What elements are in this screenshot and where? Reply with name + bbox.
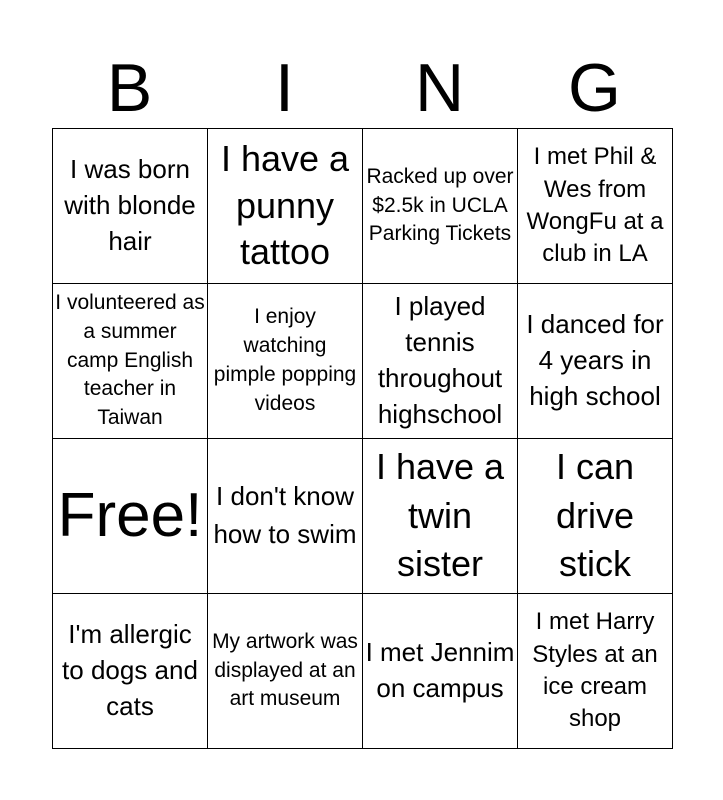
bingo-card-grid	[52, 128, 672, 748]
bingo-cell[interactable]	[517, 593, 673, 749]
cell-text: My artwork was displayed at an art museum	[212, 629, 358, 711]
bingo-cell[interactable]	[52, 128, 208, 284]
cell-text: I volunteered as a summer camp English teacher in Taiwan	[55, 290, 205, 430]
cell-text: I have a twin sister	[375, 446, 505, 585]
cell-text: I met Jennim on campus	[365, 637, 515, 703]
cell-text: I played tennis throughout highschool	[377, 291, 503, 429]
header-letter-b: B	[106, 50, 153, 126]
cell-text: I can drive stick	[555, 446, 635, 585]
bingo-cell[interactable]	[207, 593, 363, 749]
bingo-cell[interactable]	[517, 283, 673, 439]
cell-text: I was born with blonde hair	[64, 154, 196, 256]
cell-text: I have a punny tattoo	[220, 137, 350, 273]
bingo-cell[interactable]	[362, 128, 518, 284]
cell-text: I'm allergic to dogs and cats	[62, 619, 198, 721]
bingo-cell[interactable]	[362, 438, 518, 594]
bingo-cell[interactable]	[207, 438, 363, 594]
bingo-cell[interactable]	[207, 128, 363, 284]
bingo-cell[interactable]	[517, 128, 673, 284]
cell-text: I met Harry Styles at an ice cream shop	[532, 608, 658, 733]
bingo-header	[52, 48, 672, 128]
bingo-cell[interactable]	[517, 438, 673, 594]
cell-text: I danced for 4 years in high school	[526, 309, 664, 411]
cell-text: I met Phil & Wes from WongFu at a club in LA	[526, 143, 664, 268]
free-space-text: Free!	[57, 481, 203, 551]
bingo-cell[interactable]	[52, 593, 208, 749]
bingo-cell[interactable]	[52, 283, 208, 439]
cell-text: I enjoy watching pimple popping videos	[213, 305, 357, 415]
free-space-cell[interactable]	[52, 438, 208, 594]
bingo-cell[interactable]	[207, 283, 363, 439]
header-letter-n: N	[414, 50, 465, 126]
header-letter-i: I	[275, 50, 294, 126]
bingo-cell[interactable]	[362, 593, 518, 749]
cell-text: Racked up over $2.5k in UCLA Parking Tickets	[366, 164, 514, 246]
header-letter-g: G	[568, 50, 621, 126]
bingo-cell[interactable]	[362, 283, 518, 439]
cell-text: I don't know how to swim	[213, 481, 357, 549]
